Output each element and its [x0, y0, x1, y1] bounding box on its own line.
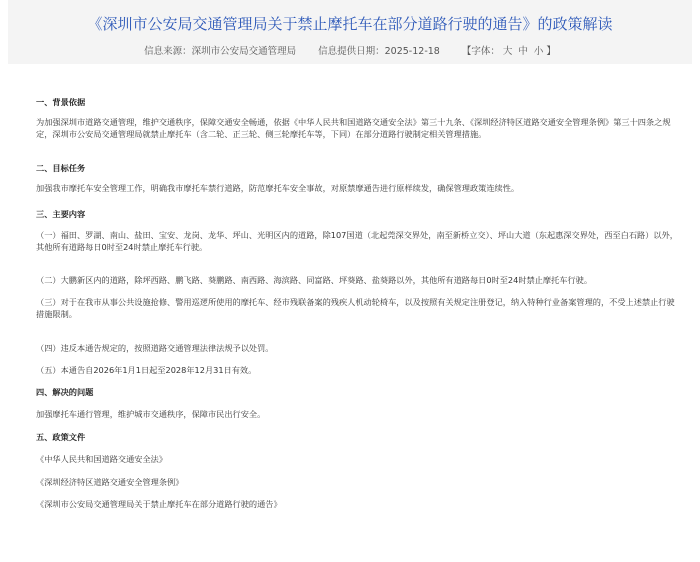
section-heading-documents: 五、政策文件: [36, 432, 86, 442]
section-paragraph-problems: 加强摩托车通行管理，维护城市交通秩序，保障市民出行安全。: [36, 409, 266, 419]
policy-document-link[interactable]: 《深圳市公安局交通管理局关于禁止摩托车在部分道路行驶的通告》: [36, 499, 282, 509]
section-heading-goals: 二、目标任务: [36, 163, 86, 173]
font-size-open: 【字体：: [461, 46, 500, 57]
section-paragraph-goals: 加强我市摩托车安全管理工作，明确我市摩托车禁行道路，防范摩托车安全事故，对原禁摩通告进行原样续发，确保管理政策连续性。: [36, 183, 520, 193]
source-value: 深圳市公安局交通管理局: [191, 46, 297, 57]
content-item-2: （二）大鹏新区内的道路，除坪西路、鹏飞路、葵鹏路、南西路、海滨路、同富路、坪葵路、盐葵路以外，其他所有道路每日0时至24时禁止摩托车行驶。: [36, 275, 593, 285]
policy-document-link[interactable]: 《中华人民共和国道路交通安全法》: [36, 454, 168, 464]
font-size-small-button[interactable]: 小: [533, 46, 544, 57]
page-title: 《深圳市公安局交通管理局关于禁止摩托车在部分道路行驶的通告》的政策解读: [87, 15, 613, 33]
font-size-close: 】: [546, 46, 556, 57]
section-heading-content: 三、主要内容: [36, 209, 86, 219]
meta-line: [0, 43, 700, 57]
source-label: 信息来源：: [144, 46, 192, 57]
date-label: 信息提供日期：: [318, 46, 385, 57]
content-item-4: （四）违反本通告规定的，按照道路交通管理法律法规予以处罚。: [36, 343, 274, 353]
date-value: 2025-12-18: [384, 46, 440, 57]
content-item-5: （五）本通告自2026年1月1日起至2028年12月31日有效。: [36, 365, 257, 375]
section-heading-background: 一、背景依据: [36, 97, 86, 107]
content-item-1: （一）福田、罗湖、南山、盐田、宝安、龙岗、龙华、坪山、光明区内的道路，除107国道（北起莞深交界处，南至新桥立交）、坪山大道（东起惠深交界处，西至白石路）以外，其他所有道路每日0时至24时禁止摩托车行驶。: [36, 230, 678, 252]
content-item-3: （三）对于在我市从事公共设施抢修、警用巡逻所使用的摩托车、经市残联备案的残疾人机动轮椅车，以及按照有关规定注册登记，纳入特种行业备案管理的，不受上述禁止行驶措施限制。: [36, 297, 675, 319]
font-size-large-button[interactable]: 大: [502, 46, 513, 57]
section-paragraph-background: 为加强深圳市道路交通管理，维护交通秩序，保障交通安全畅通，依据《中华人民共和国道路交通安全法》第三十九条、《深圳经济特区道路交通安全管理条例》第三十四条之规定，深圳市公安局交通管理局就禁止摩托车（含二轮、正三轮、侧三轮摩托车等，下同）在部分道路行驶制定相关管理措施。: [36, 117, 671, 139]
policy-document-link[interactable]: 《深圳经济特区道路交通安全管理条例》: [36, 477, 184, 487]
section-heading-problems: 四、解决的问题: [36, 387, 94, 397]
font-size-medium-button[interactable]: 中: [518, 46, 528, 57]
